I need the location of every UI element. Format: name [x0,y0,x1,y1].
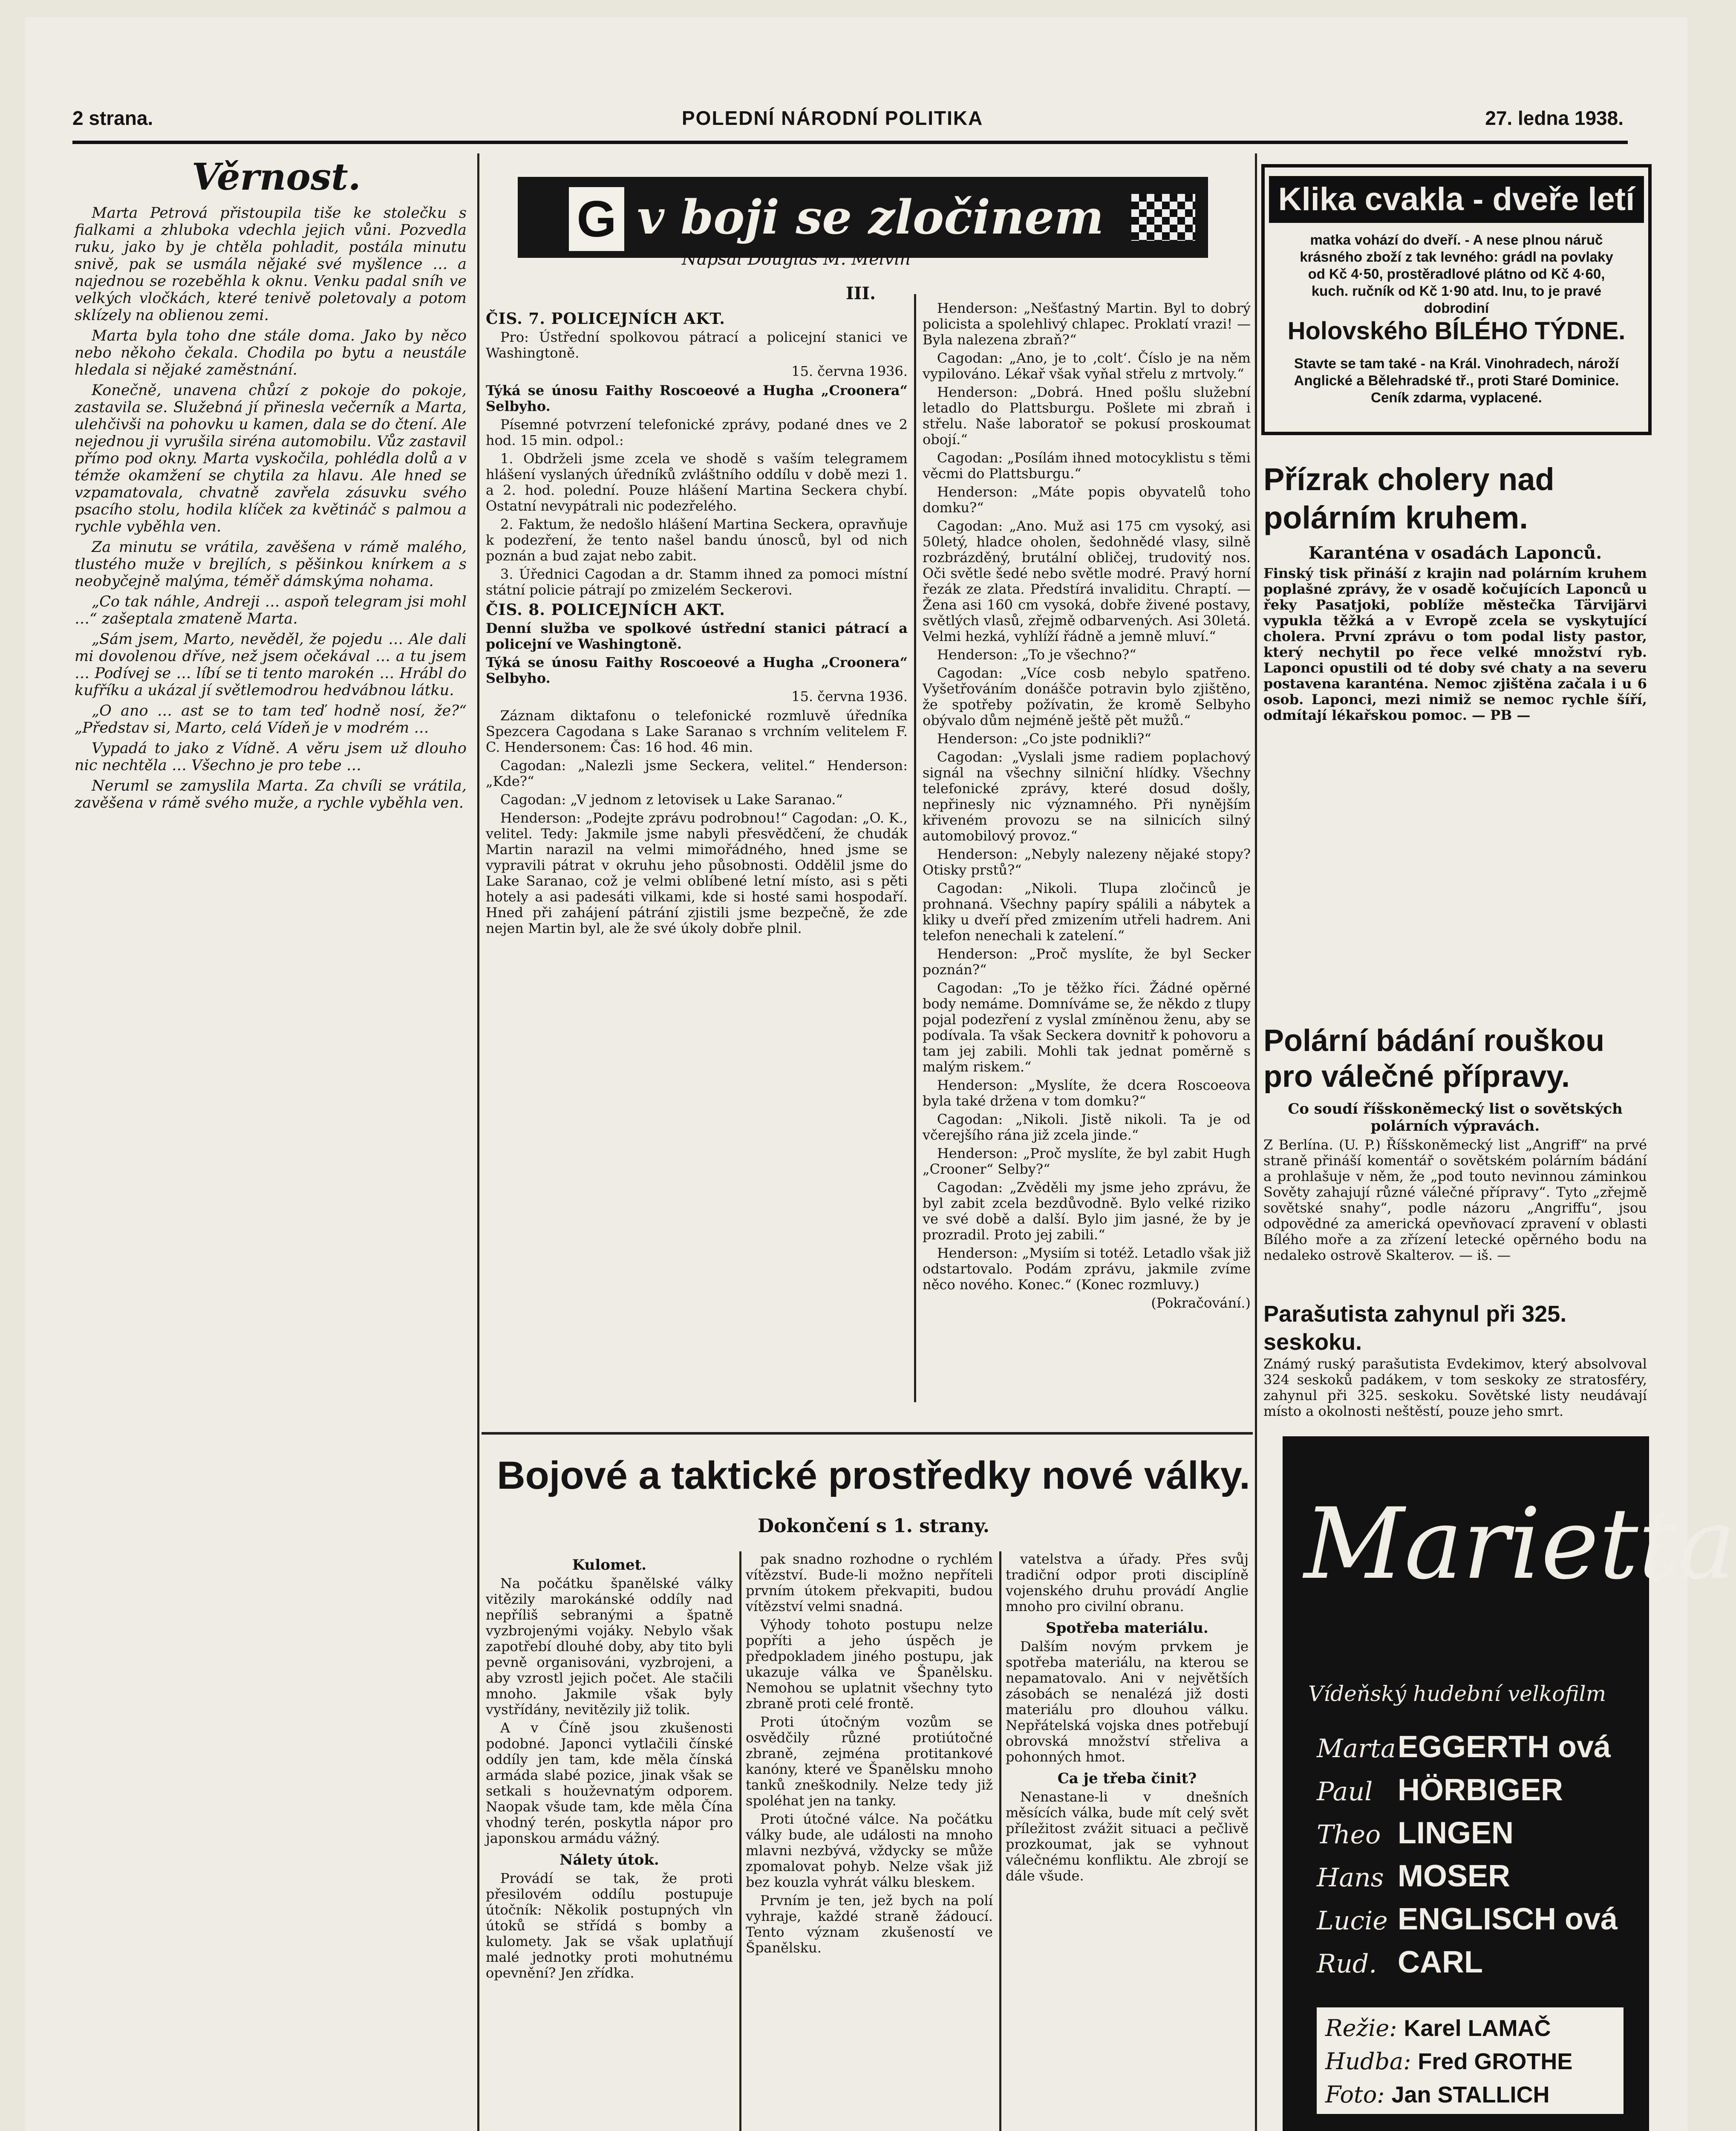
bojove-column-1 [486,1551,733,2131]
film-logo: Marietta [1304,1487,1736,1601]
paragraph: Henderson: „Myslíte, že dcera Roscoeova byla také držena v tom domku?“ [923,1077,1251,1109]
paragraph: Dalším novým prvkem je spotřeba materiálu, na kterou se nepamatovalo. Ani v největších zásobách se nenalézá již dosti materiálu pro dlouhou válku. Nepřátelská vojska dnes potřebují obrovská množství střeliva a pohonných hmot. [1006,1638,1249,1765]
article-polar [1263,1023,1647,1287]
paragraph: Cagodan: „Nalezli jsme Seckera, velitel.“ Henderson: „Kde?“ [486,757,908,789]
serial-part-number: III. [846,283,876,303]
paragraph: „Sám jsem, Marto, nevěděl, že pojedu … Ale dali mi dovolenou dříve, než jsem očekával … a tu jsem … Podívej se … líbí se ti tento marokén … Hrábl do kufříku a ukázal jí světlemodrou hedvábnou látku. [75,631,467,699]
cast-first-name: Lucie [1317,1906,1388,1936]
paragraph: Proti útočné válce. Na počátku války bude, ale události na mnoho mlavni nezbývá, vždycky se může zpomalovat pohyb. Nelze však již bez kouzla vyhrát válku bleskem. [746,1811,993,1890]
paragraph: Henderson: „Mysiím si totéž. Letadlo však již odstartovalo. Podám zprávu, jakmile zvíme něco nového. Konec.“ (Konec rozmluvy.) [923,1245,1251,1293]
headline-parasutista: Parašutista zahynul při 325. seskoku. [1263,1301,1567,1355]
section-rule [482,1432,1253,1435]
body-parasutista: Známý ruský parašutista Evdekimov, který absolvoval 324 seskoků padákem, v tom seskoky ze stratosféry, zahynul při 325. seskoku. Sovětské listy neudávají místo a okolnosti neštěstí, pouze jeho smrt. [1263,1356,1647,1419]
paragraph: 2. Faktum, že nedošlo hlášení Martina Seckera, opravňuje k podezření, že tento našel bandu únosců, byl od nich poznán a bud zajat nebo zabit. [486,516,908,564]
credit-name: Karel LAMAČ [1404,2015,1551,2041]
bojove-column-2 [746,1551,993,2131]
subheadline-cholera: Karanténa v osadách Laponců. [1308,543,1602,563]
paragraph: Konečně, unavena chůzí z pokoje do pokoje, zastavila se. Služebná jí přinesla večerník a Marta, ulehčivši na pohovku u kamen, dala se do čtení. Ale nejednou ji vyrušila siréna automobilu. Vůz zastavil přímo pod okny. Marta vyskočila, pohlédla dolů a v témže okamžení se chytila za hlavu. Ale hned se vzpamatovala, chvatně zavřela zásuvku svého psacího stolu, hodila klíček za květináč s palmou a rychle vyběhla ven. [75,382,467,535]
paragraph: Cagodan: „Nikoli. Tlupa zločinců je prohnaná. Všechny papíry spálili a nábytek a kliky u dveří před zmizením utřeli hadrem. Ani telefon nenechali k zatelení.“ [923,880,1251,944]
advertisement-bily-tyden [1261,164,1652,435]
paragraph: Marta byla toho dne stále doma. Jako by něco nebo někoho čekala. Chodila po bytu a neustále hledala si nějaké zaměstnání. [75,327,467,378]
paragraph: Na počátku španělské války vitězily marokánské oddíly nad nepříliš sebranými a špatně vyzbrojenými vojáky. Nebylo však zapotřebí dlouhé doby, aby tito byli pevně organisováni, vyzbrojeni, a aby vzrostl jejich počet. Ale stačili mnoho. Jakmile však byly vystřídány, nevitězily již tolik. [486,1575,733,1718]
paragraph: Henderson: „Nešťastný Martin. Byl to dobrý policista a spolehlivý chlapec. Proklatí vrazi! — Byla nalezena zbraň?“ [923,300,1251,348]
paragraph: Henderson: „Proč myslíte, že byl zabit Hugh „Crooner“ Selby?“ [923,1145,1251,1177]
paragraph: Henderson: „Proč myslíte, že byl Secker poznán?“ [923,946,1251,978]
subheading: Spotřeba materiálu. [1046,1620,1208,1637]
credit-role: Foto: [1325,2081,1385,2108]
paragraph: Cagodan: „Více cosb nebylo spatřeno. Vyšetřováním donášče potravin bylo zjištěno, že spotřeby požívatin, že kromě Selbyho obývalo dům nejméně ještě pět mužů.“ [923,665,1251,728]
subject-line: Denní služba ve spolkové ústřední stanici pátrací a policejní ve Washingtoně. [486,620,908,652]
cast-member [1317,1898,1618,1941]
paragraph: Prvním je ten, jež bych na polí vyhraje, každé straně žádoucí. Tento význam zkušeností ve Španělsku. [746,1892,993,1956]
paragraph: pak snadno rozhodne o rychlém vítězství. Bude-li možno nepříteli prvním útokem překvapiti, budou vítězství velmi snadná. [746,1551,993,1614]
column-divider [914,294,916,1402]
paragraph: Záznam diktafonu o telefonické rozmluvě úředníka Spezcera Cagodana s Lake Saranao s vrchním velitelem F. C. Hendersonem: Čas: 16 hod. 46 min. [486,707,908,755]
cast-member [1317,1769,1618,1812]
paragraph: Nenastane-li v dnešních měsících válka, bude mít celý svět příležitost zvážit situaci a pečlivě prozkoumat, jak se vyhnout válečnému konfliktu. Ale zbrojí se dále všude. [1006,1789,1249,1884]
advertisement-marietta [1283,1436,1736,2131]
credit-role: Hudba: [1325,2048,1411,2075]
paragraph: Vypadá to jako z Vídně. A věru jsem už dlouho nic nechtěla … Všechno je pro tebe … [75,740,467,774]
cast-member [1317,1855,1618,1898]
story-title-vernost: Věrnost. [192,156,361,199]
paragraph: Henderson: „Máte popis obyvatelů toho domku?“ [923,484,1251,516]
credit-line [1325,2045,1615,2078]
section-heading: ČIS. 7. POLICEJNÍCH AKT. [486,310,725,328]
paragraph: Henderson: „Co jste podnikli?“ [937,731,1151,747]
paragraph: Cagodan: „Zvěděli my jsme jeho zprávu, že byl zabit zcela bezdůvodně. Bylo velké riziko ve své době a další. Bylo jim jasné, že by je prozradil. Proto jej zabili.“ [923,1179,1251,1243]
credit-name: Fred GROTHE [1418,2049,1573,2074]
cast-last-name: CARL [1398,1945,1483,1979]
body-polar: Z Berlína. (U. P.) Říšskoněmecký list „Angriff“ na prvé straně přináší komentář o sovětském polárním bádání a prohlašuje v něm, že „pod touto nevinnou záminkou Sověty zahajují různé válečné přípravy“. Tyto „zřejmě sovětské snahy“, podle názoru „Angriffu“, jsou odpovědné za americká opevňovací zpravení v oblasti Bílého moře a za zřízení letecké opěrného bodu na nedaleko ostrově Skalterov. — iš. — [1263,1137,1647,1263]
ad-text: matka vohází do dveří. - A nese plnou náruč krásného zboží z tak levného: grádl na povlaky od Kč 4·50, prostěradlové plátno od Kč 4·60, kuch. ručník od Kč 1·90 atd. Inu, to je pravé dobrodiní [1300,232,1613,316]
film-subtitle: Vídeňský hudební velkofilm [1308,1681,1606,1706]
credit-line [1325,2012,1615,2045]
column-divider [477,153,479,2131]
cast-first-name: Theo [1317,1820,1381,1850]
paragraph: Cagodan: „Posílám ihned motocyklistu s těmi věcmi do Plattsburgu.“ [923,450,1251,482]
paragraph: Písemné potvrzení telefonické zprávy, podané dnes ve 2 hod. 15 min. odpol.: [486,416,908,448]
paragraph: Cagodan: „V jednom z letovisek u Lake Saranao.“ [500,791,843,808]
continuation-note: Dokončení s 1. strany. [757,1515,990,1537]
paragraph: Marta Petrová přistoupila tiše ke stolečku s fialkami a zhluboka vdechla jejich vůni. Pozvedla ruku, jako by je chtěla pohladit, postála minutu snivě, pak se usmála nějaké své myšlence … a najednou se rozeběhla k oknu. Venku padal sníh ve velkých vločkách, které tenivě poletovaly a potom sklízely na oblienou zemi. [75,205,467,324]
banner-title: v boji se zločinem [637,190,1104,245]
paragraph: Cagodan: „Ano. Muž asi 175 cm vysoký, asi 50letý, hladce oholen, šedohnědé vlasy, silně rozbrázděný, brutální obličej, trudovitý nos. Oči světle šedé nebo světle modré. Pravý horní řezák ze zlata. Předstírá invaliditu. Chraptí. — Žena asi 160 cm vysoká, dobře živené postavy, světlých vlasů, zřejmě odbarvených. Asi 30letá. Velmi hezká, vyhlíží řádně a jemně mluví.“ [923,518,1251,644]
cast-member [1317,1726,1618,1769]
cast-last-name: HÖRBIGER [1398,1773,1563,1807]
paragraph: Proti útočným vozům se osvědčily různé protiútočné zbraně, zejména protitankové kanóny, které ve Španělsku mnoho tanků zneškodnily. Nelze tedy již spoléhat jen na tanky. [746,1714,993,1809]
issue-date: 27. ledna 1938. [1485,107,1624,129]
banner-initial: G [569,187,624,251]
cast-first-name: Hans [1317,1863,1384,1893]
article-cholera [1263,460,1647,997]
paragraph: Cagodan: „Nikoli. Jistě nikoli. Ta je od včerejšího rána již zcela jinde.“ [923,1111,1251,1143]
subject-line: Týká se únosu Faithy Roscoeové a Hugha „Croonera“ Selbyho. [486,654,908,686]
ad-headline: Klika cvakla - dveře letí [1269,176,1644,223]
newspaper-title: POLEDNÍ NÁRODNÍ POLITIKA [682,107,983,129]
cast-last-name: EGGERTH ová [1398,1730,1611,1764]
headline-bojove: Bojové a taktické prostředky nové války. [497,1454,1250,1497]
paragraph: Cagodan: „Vyslali jsme radiem poplachový signál na všechny silniční hlídky. Všechny telefonické zprávy, které dosud došly, nepřinesly nic významného. Při nynějším křiveném provozu se na silnicích silný automobilový provoz.“ [923,749,1251,844]
paragraph: 1. Obdrželi jsme zcela ve shodě s vaším telegramem hlášení vyslaných úředníků zvláštního oddílu v době mezi 1. a 2. hod. polední. Pouze hlášení Martina Seckera chybí. Ostatní nevypátrali nic podezřelého. [486,450,908,514]
crime-column-right [923,300,1251,1426]
cast-last-name: MOSER [1398,1859,1511,1893]
paragraph: Pro: Ústřední spolkovou pátrací a policejní stanici ve Washingtoně. [486,329,908,361]
checkered-flag-icon [1131,194,1195,241]
paragraph: Henderson: „To je všechno?“ [937,647,1136,663]
paragraph: Henderson: „Nebyly nalezeny nějaké stopy? Otisky prstů?“ [923,846,1251,878]
paragraph: Za minutu se vrátila, zavěšena v rámě malého, tlustého muže v brejlích, s pěšinkou knírkem a s neobyčejně malýma, téměř dámskýma nohama. [75,539,467,590]
credit-role: Režie: [1325,2015,1397,2041]
film-cast [1317,1726,1618,1984]
cast-first-name: Marta [1317,1734,1396,1764]
paragraph: Henderson: „Podejte zprávu podrobnou!“ Cagodan: „O. K., velitel. Tedy: Jakmile jsme nabyli přesvědčení, že chudák Martin narazil na velmi mimořádného, hned jsme se vypravili pátrat v okruhu jeho působnosti. Oddělil jsme do Lake Saranao, což je velmi oblíbené letní místo, asi s pěti hotely a asi padesáti vilkami, kde si hosté sami hospodaří. Hned při zahájení pátrání zjistili jsme bezpečně, že zde nejen Martin byl, ale že své úkoly dobře plnil. [486,810,908,936]
column-divider [1255,153,1257,2131]
ad-brand: Holovského BÍLÉHO TÝDNE. [1287,317,1626,345]
column-divider [999,1551,1001,2131]
dateline: (Pokračování.) [1151,1295,1251,1311]
paragraph: Cagodan: „Ano, je to ‚colt‘. Číslo je na něm vypilováno. Lékař však vyňal střelu z mrtvoly.“ [923,350,1251,382]
cast-last-name: LINGEN [1398,1816,1514,1850]
credit-name: Jan STALLICH [1391,2082,1550,2108]
bojove-column-3 [1006,1551,1249,2131]
paragraph: vatelstva a úřady. Přes svůj tradiční odpor proti disciplíně vojenského druhu provádí Anglie mnoho pro civilní obranu. [1006,1551,1249,1614]
column-divider [739,1551,741,2131]
page-header [72,107,1624,132]
cast-last-name: ENGLISCH ová [1398,1902,1618,1936]
headline-polar: Polární bádání rouškou pro válečné přípravy. [1263,1024,1605,1094]
section-heading: ČIS. 8. POLICEJNÍCH AKT. [486,601,725,619]
paragraph: Henderson: „Dobrá. Hned pošlu služební letadlo do Plattsburgu. Pošlete mi zbraň i střelu. Naše laboratoř se pokusí proskoumat obojí.“ [923,384,1251,448]
paragraph: Cagodan: „To je těžko říci. Žádné opěrné body nemáme. Domníváme se, že někdo z tlupy pojal podezření z vyslal zmíněnou ženu, aby se podívala. Ta však Seckera dovnitř k pohovoru a tam jej zabili. Mohli tak jednat poměrně s malým riskem.“ [923,980,1251,1075]
paragraph: 3. Úřednici Cagodan a dr. Stamm ihned za pomoci místní státní policie pátrají po zmizelém Seckerovi. [486,566,908,598]
article-parasutista [1263,1300,1647,1428]
body-cholera: Finský tisk přináší z krajin nad polárním kruhem poplašné zprávy, že v osadě kočujících Laponců u řeky Pasatjoki, poblíže městečka Tärvijärvi vypukla těžká a v Evropě zcela se vyskytující cholera. První zprávu o tom podal listy pastor, který nechytil po řece velké množství ryb. Laponci opustili od té doby své chaty a na severu postavena karanténa. Nemoc zjištěna začala i u 6 osob. Laponci, mezi nimiž se nemoc rychle šíří, odmítají lékařskou pomoc. — PB — [1263,565,1647,723]
paragraph: Výhody tohoto postupu nelze popříti a jeho úspěch je předpokladem jiného postupu, jak ukazuje válka ve Španělsku. Nemohou se uplatnit všechny tyto zbraně proti celé frontě. [746,1617,993,1712]
subheadline-polar: Co soudí říšskoněmecký list o sovětských polárních výpravách. [1288,1100,1623,1135]
subject-line: Týká se únosu Faithy Roscoeové a Hugha „Croonera“ Selbyho. [486,382,908,414]
paragraph: A v Číně jsou zkušenosti podobné. Japonci vytlačili čínské oddíly jen tam, kde měla čínská armáda slabé pozice, jinak však se setkali s houževnatým odporem. Naopak všude tam, kde měla Čína vhodný terén, poskytla nápor pro japonskou armádu vážný. [486,1720,733,1846]
headline-cholera: Přízrak cholery nad polárním kruhem. [1263,462,1554,535]
serial-byline: Napsal Douglas M. Melvin [682,249,911,269]
paragraph: Neruml se zamyslila Marta. Za chvíli se vrátila, zavěšena v rámě svého muže, a rychle vyběhla ven. [75,777,467,811]
ad-address: Stavte se tam také - na Král. Vinohradech, nároží Anglické a Bělehradské tř., proti Staré Dominice. Ceník zdarma, vyplacené. [1294,355,1619,405]
subheading: Nálety útok. [559,1851,659,1868]
crime-serial-banner [518,177,1208,258]
paragraph: „Co tak náhle, Andreji … aspoň telegram jsi mohl …“ zašeptala zmateně Marta. [75,593,467,627]
page-number: 2 strana. [72,107,153,129]
header-rule [72,141,1628,144]
film-credits [1317,2007,1624,2114]
paragraph: Provádí se tak, že proti přesilovém oddílu postupuje útočník: Několik postupných vln útoků se střídá s bomby a kulomety. Jak se však uplatňují malé jednotky proti mohutnému opevnění? Jen zřídka. [486,1870,733,1981]
subheading: Kulomet. [572,1556,647,1574]
cast-first-name: Paul [1317,1777,1373,1807]
dateline: 15. června 1936. [791,363,908,379]
credit-line [1325,2078,1615,2111]
dateline: 15. června 1936. [791,688,908,705]
crime-column-left [486,307,908,1424]
subheading: Ca je třeba činit? [1057,1770,1197,1787]
story-vernost [75,205,467,2131]
cast-member [1317,1812,1618,1855]
cast-first-name: Rud. [1317,1949,1377,1979]
cast-member [1317,1941,1618,1984]
paragraph: „O ano … ast se to tam teď hodně nosí, že?“ „Představ si, Marto, celá Vídeň je v modrém … [75,702,467,736]
